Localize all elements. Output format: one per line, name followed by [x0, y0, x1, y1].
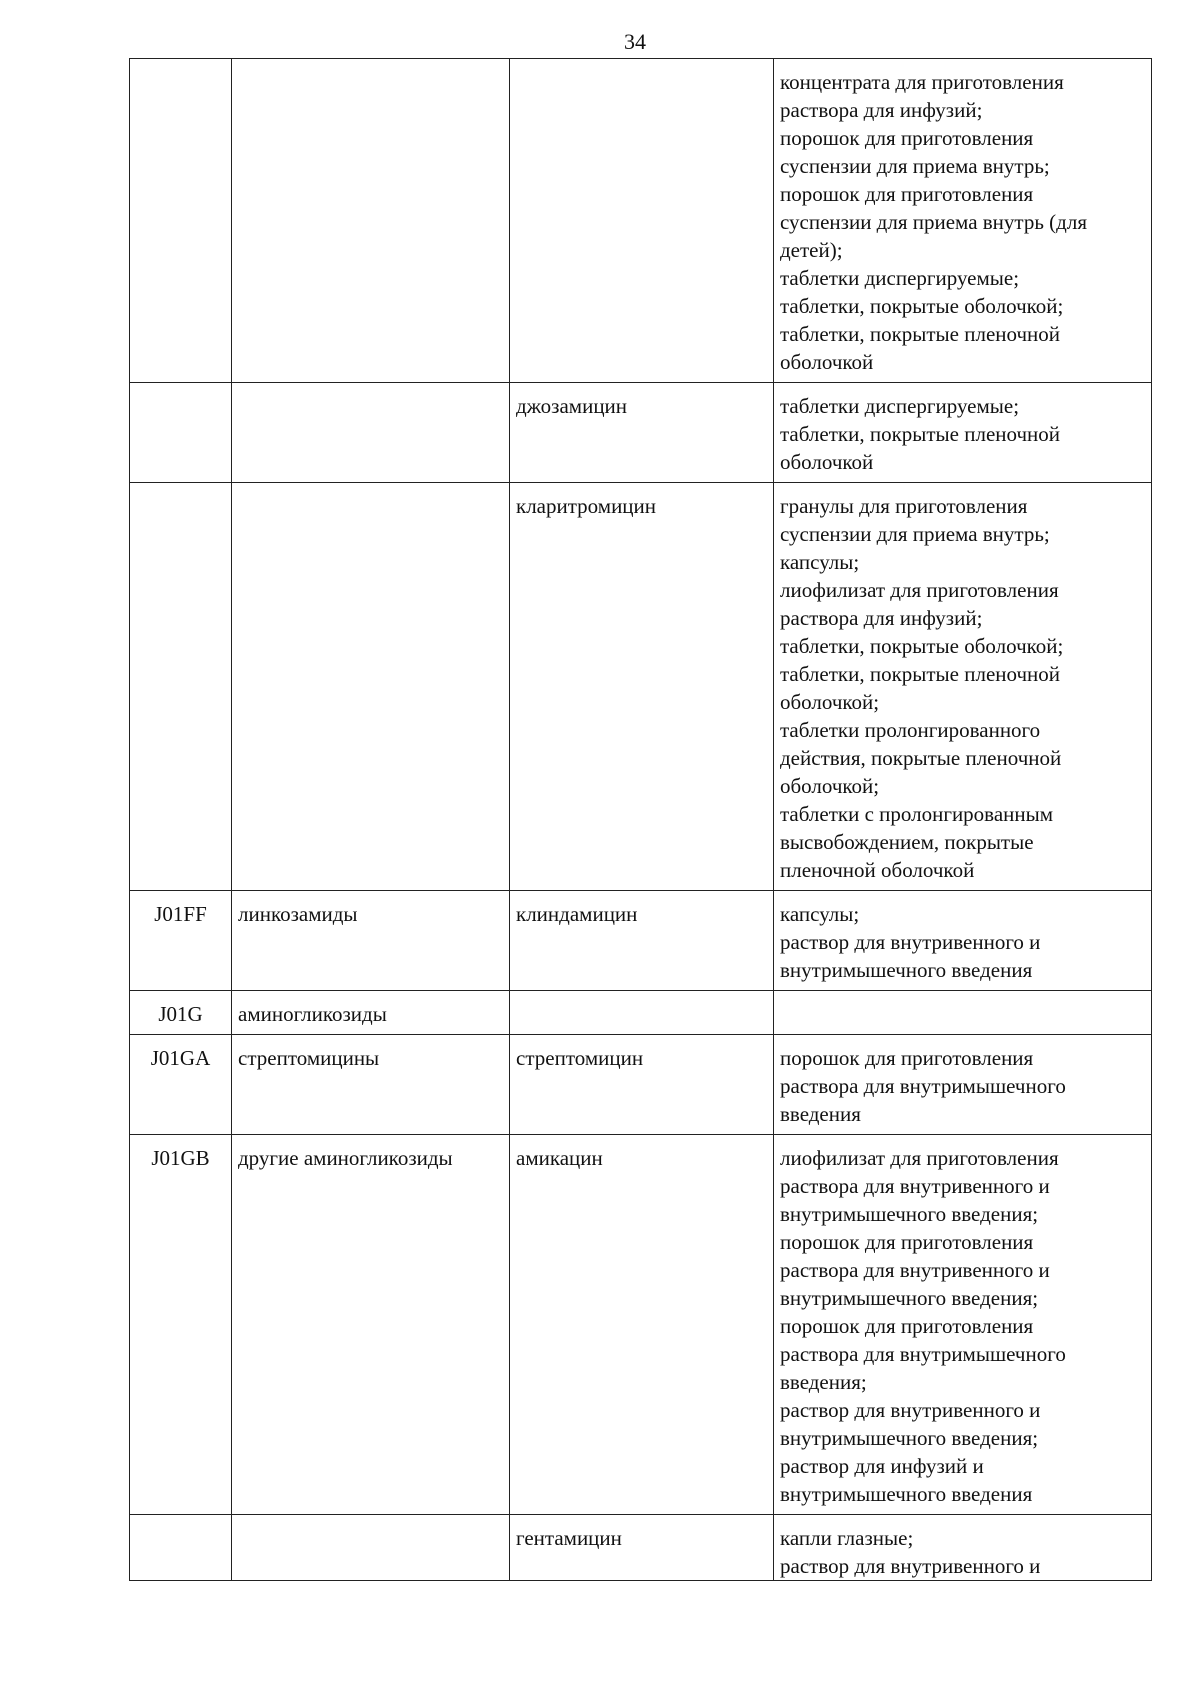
dosage-form-line: порошок для приготовления — [780, 182, 1034, 206]
dosage-form-line: капсулы; — [780, 550, 860, 574]
dosage-form-line: введения; — [780, 1370, 867, 1394]
dosage-form-line: пленочной оболочкой — [780, 858, 975, 882]
table-row — [130, 483, 1152, 891]
dosage-form-line: оболочкой; — [780, 690, 880, 714]
dosage-form-line: раствора для внутримышечного — [780, 1342, 1066, 1366]
table-row — [130, 1515, 1152, 1581]
substance-name-cell: кларитромицин — [510, 483, 774, 891]
table-row — [130, 383, 1152, 483]
dosage-form-line: таблетки диспергируемые; — [780, 394, 1020, 418]
dosage-form-line: внутримышечного введения; — [780, 1202, 1039, 1226]
dosage-form-line: таблетки пролонгированного — [780, 718, 1041, 742]
dosage-form-line: раствора для внутримышечного — [780, 1074, 1066, 1098]
group-name-cell: аминогликозиды — [232, 991, 510, 1035]
atc-code-cell: J01GB — [130, 1135, 232, 1515]
dosage-form-line: суспензии для приема внутрь; — [780, 154, 1050, 178]
atc-code-cell: J01GA — [130, 1035, 232, 1135]
substance-name-cell: клиндамицин — [510, 891, 774, 991]
group-name-cell — [232, 1515, 510, 1581]
dosage-form-line: таблетки, покрытые пленочной — [780, 322, 1061, 346]
dosage-form-line: раствор для внутривенного и — [780, 1554, 1041, 1578]
substance-name-cell: стрептомицин — [510, 1035, 774, 1135]
dosage-form-line: раствор для внутривенного и — [780, 1398, 1041, 1422]
dosage-form-line: суспензии для приема внутрь (для — [780, 210, 1088, 234]
atc-code-cell — [130, 383, 232, 483]
dosage-form-line: порошок для приготовления — [780, 1230, 1034, 1254]
atc-code-cell: J01G — [130, 991, 232, 1035]
dosage-form-line: таблетки диспергируемые; — [780, 266, 1020, 290]
dosage-forms-cell — [774, 483, 1152, 891]
dosage-form-line: порошок для приготовления — [780, 1314, 1034, 1338]
atc-code-cell — [130, 1515, 232, 1581]
table-row — [130, 991, 1152, 1035]
dosage-form-line: капсулы; — [780, 902, 860, 926]
dosage-form-line: раствора для инфузий; — [780, 98, 983, 122]
table-row — [130, 891, 1152, 991]
substance-name-cell: джозамицин — [510, 383, 774, 483]
table-row — [130, 1135, 1152, 1515]
table-row — [130, 1035, 1152, 1135]
table-row — [130, 59, 1152, 383]
dosage-form-line: суспензии для приема внутрь; — [780, 522, 1050, 546]
dosage-forms-cell — [774, 991, 1152, 1035]
dosage-form-line: раствора для внутривенного и — [780, 1258, 1050, 1282]
page-number: 34 — [624, 29, 646, 54]
substance-name-cell — [510, 59, 774, 383]
dosage-form-line: высвобождением, покрытые — [780, 830, 1034, 854]
table-body — [130, 59, 1152, 1581]
substance-name-cell — [510, 991, 774, 1035]
dosage-form-line: концентрата для приготовления — [780, 70, 1064, 94]
dosage-form-line: таблетки, покрытые пленочной — [780, 422, 1061, 446]
group-name-cell — [232, 483, 510, 891]
group-name-cell: линкозамиды — [232, 891, 510, 991]
dosage-form-line: таблетки, покрытые пленочной — [780, 662, 1061, 686]
dosage-form-line: введения — [780, 1102, 861, 1126]
dosage-form-line: раствор для инфузий и — [780, 1454, 984, 1478]
dosage-forms-cell — [774, 1135, 1152, 1515]
dosage-forms-cell — [774, 59, 1152, 383]
dosage-form-line: порошок для приготовления — [780, 126, 1034, 150]
atc-code-cell: J01FF — [130, 891, 232, 991]
substance-name-cell: амикацин — [510, 1135, 774, 1515]
dosage-form-line: действия, покрытые пленочной — [780, 746, 1062, 770]
dosage-form-line: оболочкой — [780, 450, 874, 474]
dosage-forms-cell — [774, 1035, 1152, 1135]
dosage-forms-cell — [774, 383, 1152, 483]
group-name-cell: другие аминогликозиды — [232, 1135, 510, 1515]
dosage-form-line: детей); — [780, 238, 843, 262]
dosage-form-line: раствора для внутривенного и — [780, 1174, 1050, 1198]
group-name-cell: стрептомицины — [232, 1035, 510, 1135]
dosage-form-line: лиофилизат для приготовления — [780, 1146, 1059, 1170]
dosage-form-line: гранулы для приготовления — [780, 494, 1028, 518]
dosage-form-line: внутримышечного введения; — [780, 1286, 1039, 1310]
group-name-cell — [232, 59, 510, 383]
dosage-form-line: оболочкой; — [780, 774, 880, 798]
substance-name-cell: гентамицин — [510, 1515, 774, 1581]
atc-code-cell — [130, 483, 232, 891]
dosage-forms-cell — [774, 1515, 1152, 1581]
dosage-form-line: раствора для инфузий; — [780, 606, 983, 630]
dosage-form-line: оболочкой — [780, 350, 874, 374]
dosage-form-line: таблетки, покрытые оболочкой; — [780, 634, 1064, 658]
group-name-cell — [232, 383, 510, 483]
dosage-form-line: капли глазные; — [780, 1526, 914, 1550]
dosage-form-line: внутримышечного введения; — [780, 1426, 1039, 1450]
dosage-form-line: внутримышечного введения — [780, 958, 1033, 982]
dosage-form-line: порошок для приготовления — [780, 1046, 1034, 1070]
atc-code-cell — [130, 59, 232, 383]
drug-table — [129, 58, 1152, 1581]
dosage-form-line: таблетки с пролонгированным — [780, 802, 1054, 826]
dosage-form-line: внутримышечного введения — [780, 1482, 1033, 1506]
dosage-form-line: лиофилизат для приготовления — [780, 578, 1059, 602]
dosage-forms-continued — [780, 1524, 1145, 1580]
dosage-form-line: таблетки, покрытые оболочкой; — [780, 294, 1064, 318]
dosage-forms-cell — [774, 891, 1152, 991]
dosage-form-line: раствор для внутривенного и — [780, 930, 1041, 954]
